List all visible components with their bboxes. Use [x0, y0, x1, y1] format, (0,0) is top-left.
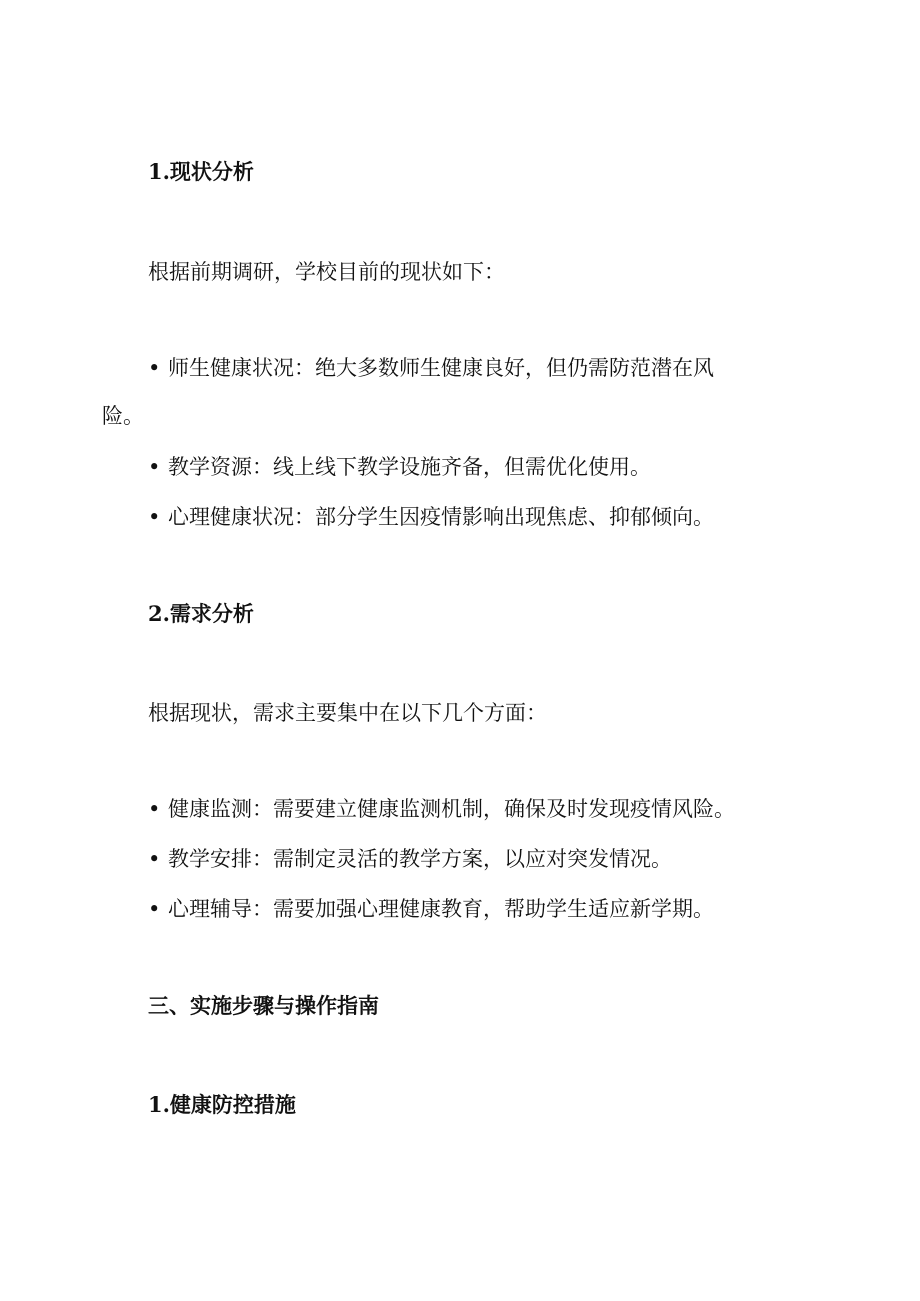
sub-heading-health-measures: 1.健康防控措施: [148, 1092, 296, 1117]
bullet-icon: [148, 354, 168, 382]
bullet-icon: [148, 795, 168, 823]
bullet-icon: [148, 503, 168, 531]
list-item: [148, 845, 672, 873]
list-item: [148, 354, 714, 382]
bullet-icon: [148, 895, 168, 923]
list-item-text: 教学资源：线上线下教学设施齐备，但需优化使用。: [168, 455, 651, 479]
list-item: [148, 895, 714, 923]
list-item-text: 健康监测：需要建立健康监测机制，确保及时发现疫情风险。: [168, 797, 735, 821]
section-heading-status-analysis: 1.现状分析: [148, 159, 254, 184]
section-heading-needs-analysis: 2.需求分析: [148, 601, 254, 626]
chapter-heading: 三、实施步骤与操作指南: [148, 993, 379, 1018]
section-intro-status: 根据前期调研，学校目前的现状如下：: [148, 260, 505, 284]
bullet-icon: [148, 845, 168, 873]
list-item-text: 教学安排：需制定灵活的教学方案，以应对突发情况。: [168, 847, 672, 871]
list-item: [148, 795, 735, 823]
section-intro-needs: 根据现状，需求主要集中在以下几个方面：: [148, 701, 547, 725]
list-item-text: 心理健康状况：部分学生因疫情影响出现焦虑、抑郁倾向。: [168, 505, 714, 529]
list-item-continuation: 险。: [102, 404, 144, 428]
list-item: [148, 503, 714, 531]
list-item: [148, 453, 651, 481]
list-item-text: 心理辅导：需要加强心理健康教育，帮助学生适应新学期。: [168, 897, 714, 921]
list-item-text: 师生健康状况：绝大多数师生健康良好，但仍需防范潜在风: [168, 356, 714, 380]
bullet-icon: [148, 453, 168, 481]
